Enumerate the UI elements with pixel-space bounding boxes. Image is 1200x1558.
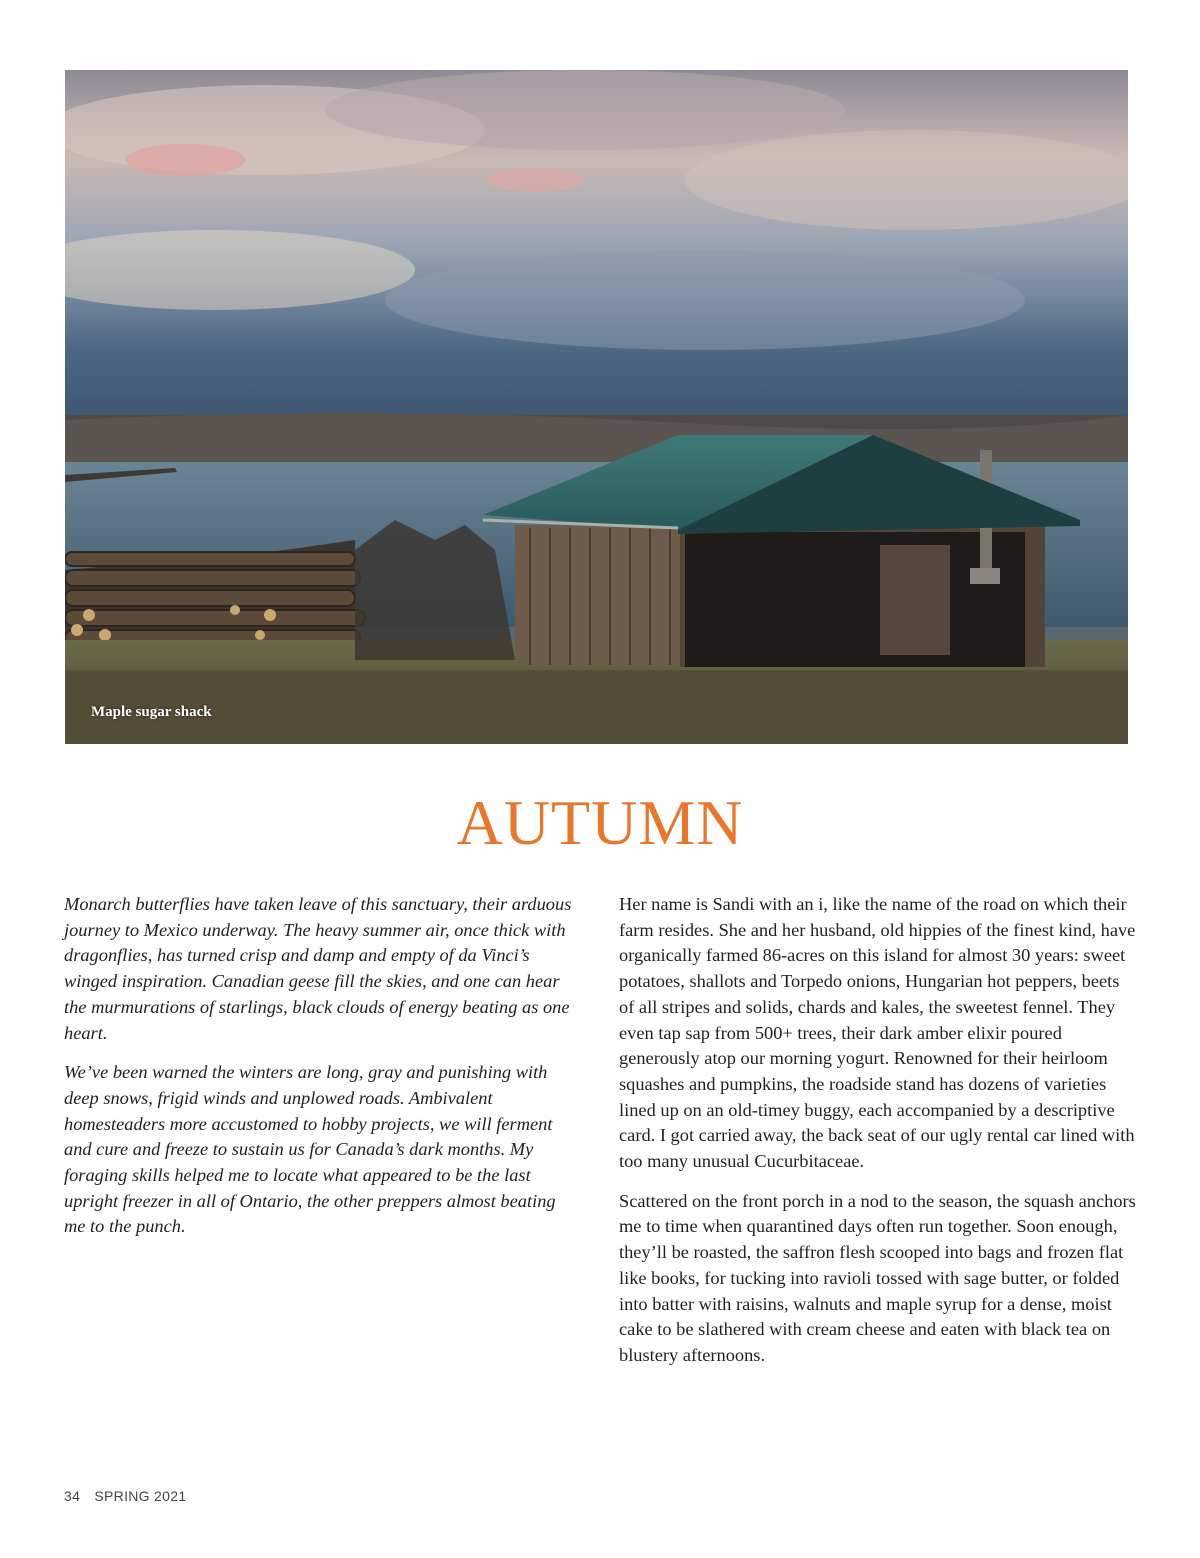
sugar-shack-photo	[65, 70, 1128, 744]
section-title: AUTUMN	[456, 787, 744, 858]
left-column	[64, 892, 576, 1254]
paragraph: Her name is Sandi with an i, like the name of the road on which their farm resides. She and her husband, old hippies of the finest kind, have organically farmed 86-acres on this island for almost 30 years: sweet potatoes, shallots and Torpedo onions, Hungarian hot peppers, beets of all stripes and solids, chards and kales, the sweetest fennel. They even tap sap from 500+ trees, their dark amber elixir poured generously atop our morning yogurt. Renowned for their heirloom squashes and pumpkins, the roadside stand has dozens of varieties lined up on an old-timey buggy, each accompanied by a descriptive card. I got carried away, the back seat of our ugly rental car lined with too many unusual Cucurbitaceae.	[619, 894, 1136, 1172]
paragraph: Monarch butterflies have taken leave of this sanctuary, their arduous journey to Mexico underway. The heavy summer air, once thick with dragonflies, has turned crisp and damp and empty of da Vinci’s winged inspiration. Canadian geese fill the skies, and one can hear the murmurations of starlings, black clouds of energy beating as one heart.	[64, 894, 572, 1043]
page-footer	[64, 1488, 186, 1504]
issue-label: SPRING 2021	[94, 1488, 187, 1504]
photo-caption: Maple sugar shack	[91, 704, 212, 720]
paragraph: Scattered on the front porch in a nod to the season, the squash anchors me to time when quarantined days often run together. Soon enough, they’ll be roasted, the saffron flesh scooped into bags and frozen flat like books, for tucking into ravioli tossed with sage butter, or folded into batter with raisins, walnuts and maple syrup for a dense, moist cake to be slathered with cream cheese and eaten with black tea on blustery afternoons.	[619, 1190, 1136, 1365]
paragraph: We’ve been warned the winters are long, gray and punishing with deep snows, frigid winds and unplowed roads. Ambivalent homesteaders more accustomed to hobby projects, we will ferment and cure and freeze to sustain us for Canada’s dark months. My foraging skills helped me to locate what appeared to be the last upright freezer in all of Ontario, the other preppers almost beating me to the punch.	[64, 1062, 556, 1237]
landscape-illustration	[65, 70, 1128, 744]
page-number: 34	[64, 1488, 81, 1504]
right-column	[619, 892, 1139, 1383]
